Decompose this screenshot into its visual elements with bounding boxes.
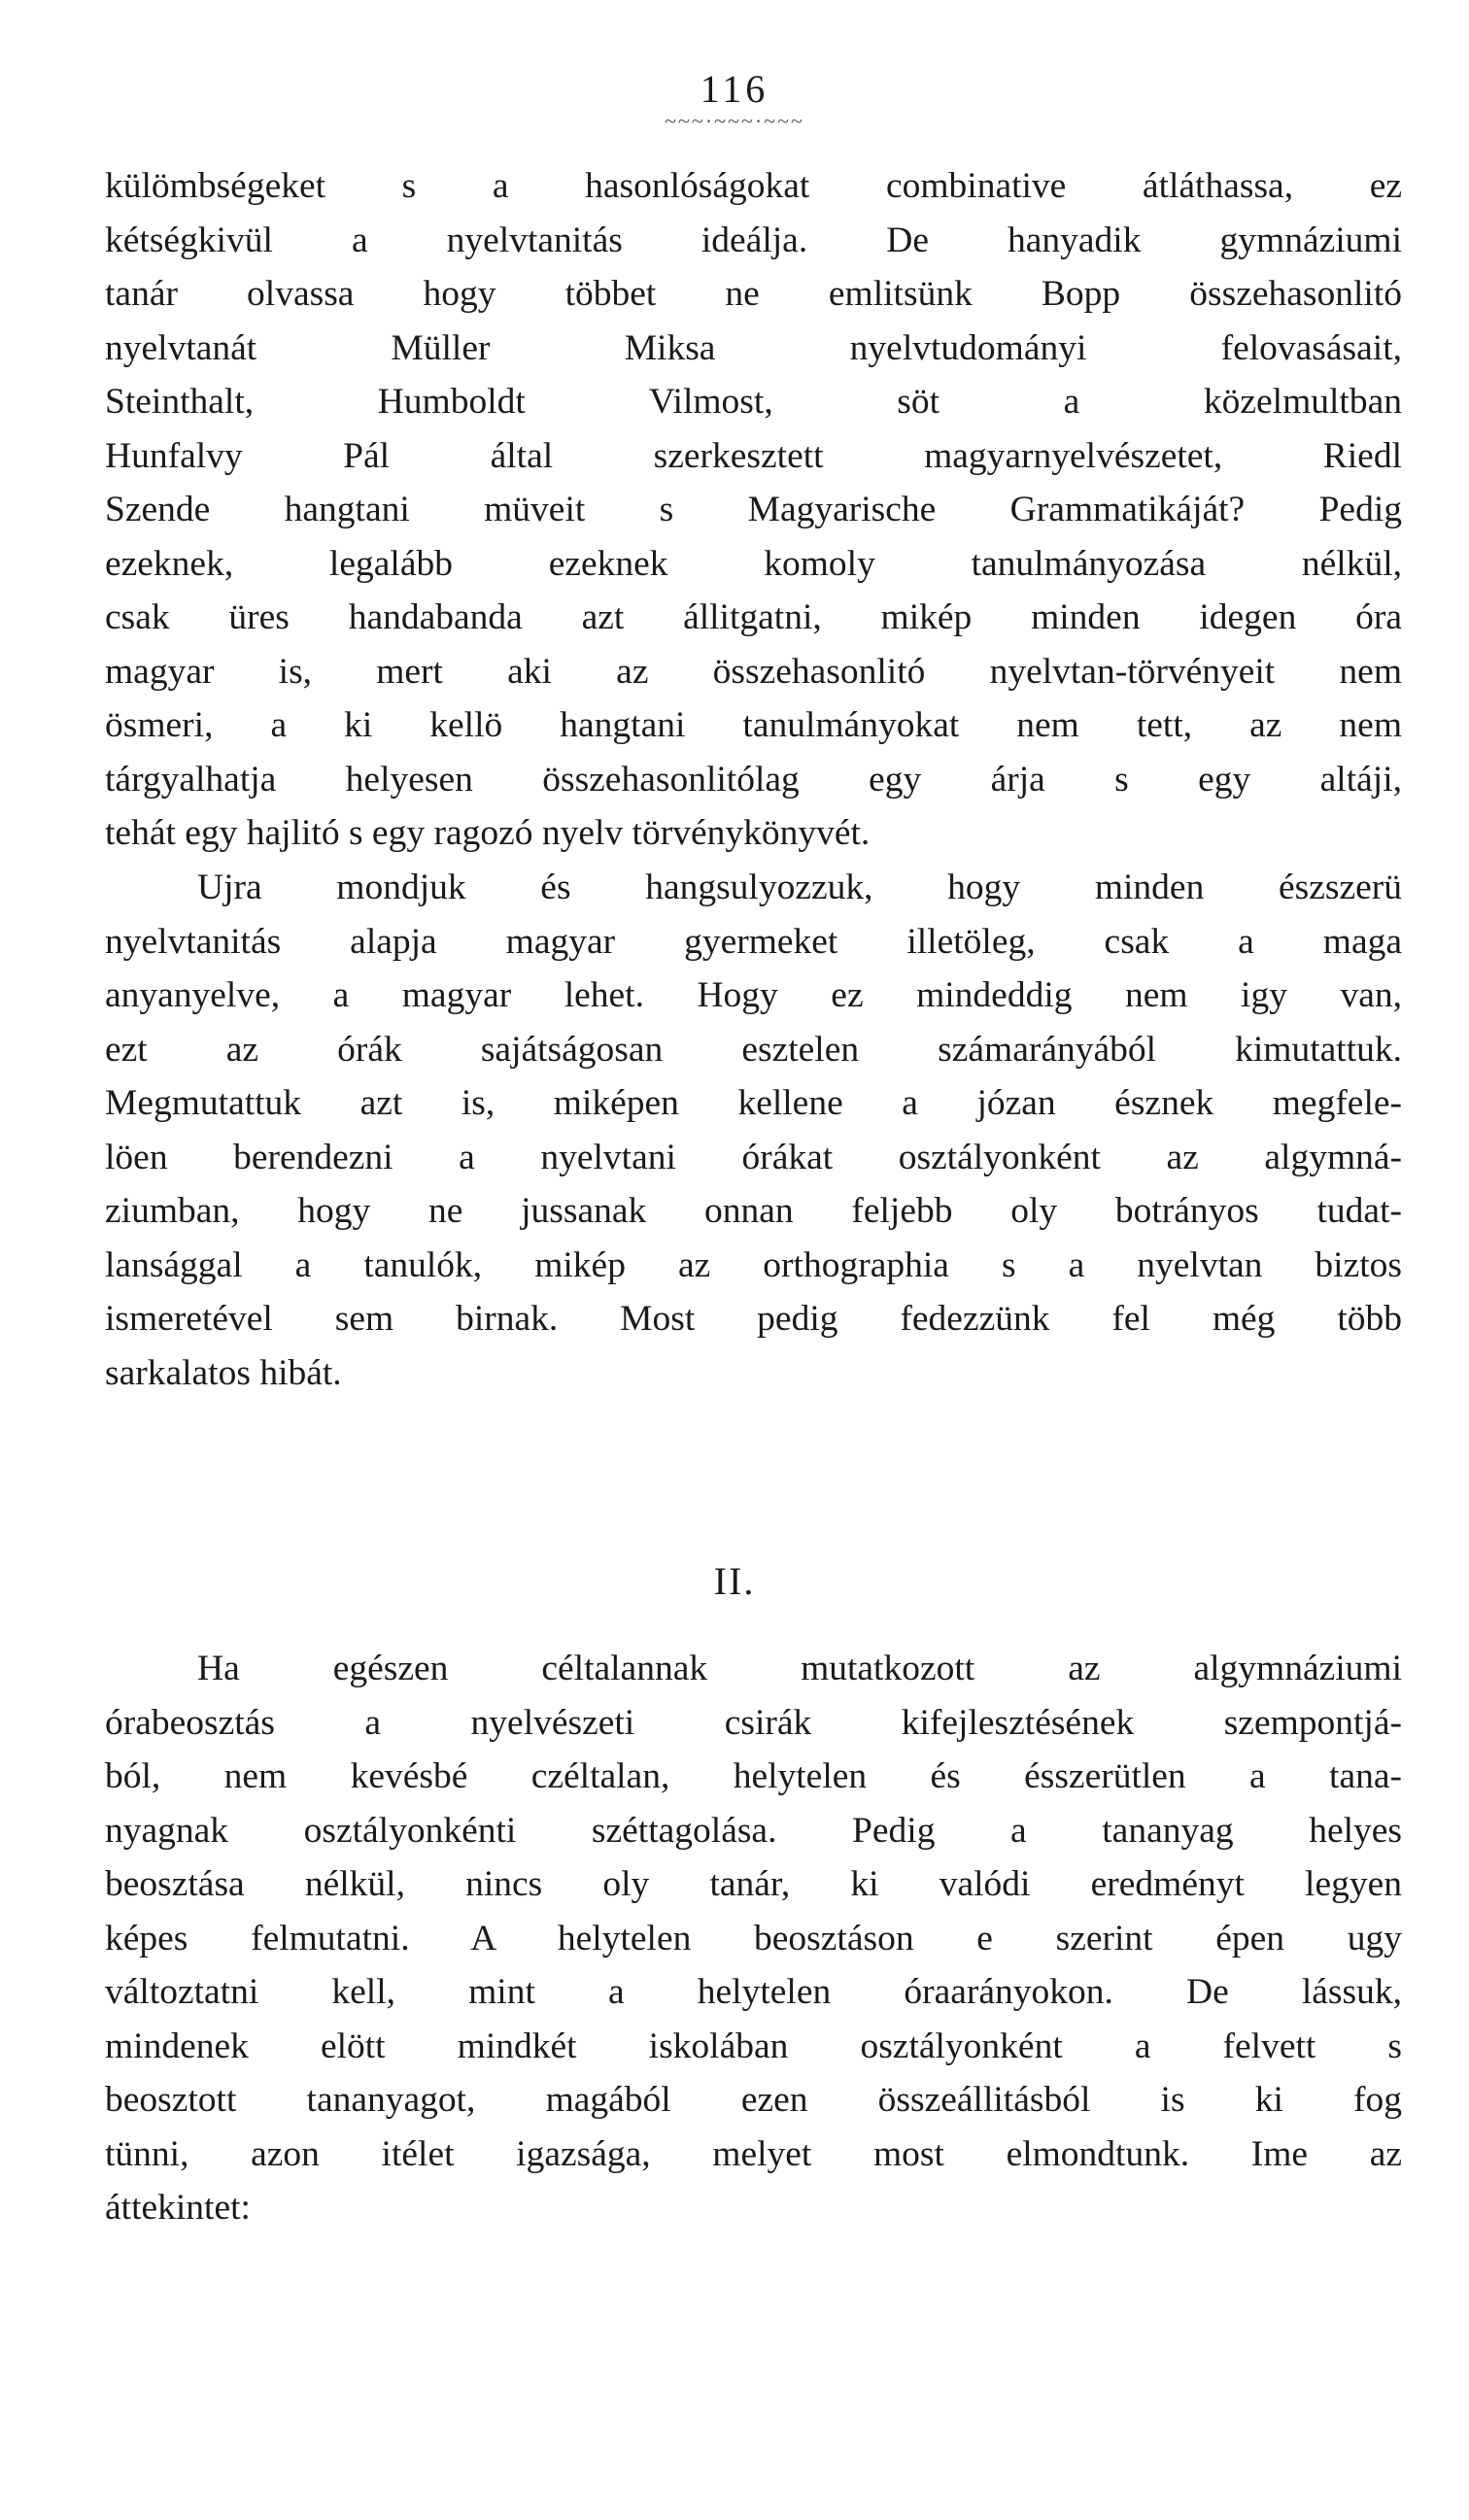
text-line: tárgyalhatja helyesen összehasonlitólag egy árja s egy altáji, bbox=[105, 759, 1402, 800]
text-line: áttekintet: bbox=[105, 2188, 251, 2228]
text-line: Ha egészen céltalannak mutatkozott az algymnáziumi bbox=[197, 1649, 1402, 1688]
text-line: Steinthalt, Humboldt Vilmost, söt a közelmultban bbox=[105, 382, 1402, 422]
text-line: magyar is, mert aki az összehasonlitó nyelvtan-törvényeit nem bbox=[105, 651, 1402, 692]
paragraph-3 bbox=[105, 1642, 1402, 2235]
text-line: órabeosztás a nyelvészeti csirák kifejlesztésének szempontjá- bbox=[105, 1702, 1402, 1743]
text-line: kétségkivül a nyelvtanitás ideálja. De hanyadik gymnáziumi bbox=[105, 220, 1402, 260]
text-line: tehát egy hajlitó s egy ragozó nyelv törvénykönyvét. bbox=[105, 813, 871, 853]
text-line: mindenek elött mindkét iskolában osztályonként a felvett s bbox=[105, 2026, 1402, 2066]
text-line: Hunfalvy Pál által szerkesztett magyarnyelvészetet, Riedl bbox=[105, 435, 1402, 476]
text-line: nyagnak osztályonkénti széttagolása. Pedig a tananyag helyes bbox=[105, 1810, 1402, 1851]
text-line: ösmeri, a ki kellö hangtani tanulmányokat nem tett, az nem bbox=[105, 705, 1402, 745]
text-line: beosztott tananyagot, magából ezen összeállitásból is ki fog bbox=[105, 2080, 1402, 2120]
text-line: ezeknek, legalább ezeknek komoly tanulmányozása nélkül, bbox=[105, 543, 1402, 584]
text-line: csak üres handabanda azt állitgatni, mikép minden idegen óra bbox=[105, 597, 1402, 637]
text-line: tünni, azon itélet igazsága, melyet most elmondtunk. Ime az bbox=[105, 2133, 1402, 2174]
text-line: ismeretével sem birnak. Most pedig fedezzünk fel még több bbox=[105, 1299, 1402, 1339]
text-line: löen berendezni a nyelvtani órákat osztályonként az algymná- bbox=[105, 1137, 1402, 1177]
text-line: beosztása nélkül, nincs oly tanár, ki valódi eredményt legyen bbox=[105, 1864, 1402, 1904]
text-line: sarkalatos hibát. bbox=[105, 1352, 342, 1393]
page-number: 116 bbox=[700, 67, 769, 111]
text-line: Megmutattuk azt is, miképen kellene a józan észnek megfele- bbox=[105, 1083, 1402, 1123]
text-line: anyanyelve, a magyar lehet. Hogy ez mindeddig nem igy van, bbox=[105, 975, 1402, 1015]
text-line: tanár olvassa hogy többet ne emlitsünk Bopp összehasonlitó bbox=[105, 274, 1402, 314]
text-line: lansággal a tanulók, mikép az orthographia s a nyelvtan biztos bbox=[105, 1244, 1402, 1285]
text-line: nyelvtanát Müller Miksa nyelvtudományi felovasásait, bbox=[105, 327, 1402, 368]
paragraph-2 bbox=[105, 861, 1402, 1400]
section-heading: II. bbox=[713, 1559, 756, 1603]
text-line: változtatni kell, mint a helytelen óraarányokon. De lássuk, bbox=[105, 1972, 1402, 2012]
text-line: képes felmutatni. A helytelen beosztáson e szerint épen ugy bbox=[105, 1918, 1402, 1958]
text-line: ból, nem kevésbé czéltalan, helytelen és ésszerütlen a tana- bbox=[105, 1756, 1402, 1796]
text-line: nyelvtanitás alapja magyar gyermeket illetöleg, csak a maga bbox=[105, 921, 1402, 962]
text-line: Ujra mondjuk és hangsulyozzuk, hogy minden észszerü bbox=[197, 868, 1402, 907]
paragraph-1 bbox=[105, 159, 1402, 861]
text-line: ezt az órák sajátságosan esztelen számarányából kimutattuk. bbox=[105, 1029, 1402, 1070]
text-line: Szende hangtani müveit s Magyarische Grammatikáját? Pedig bbox=[105, 490, 1402, 529]
text-line: külömbségeket s a hasonlóságokat combinative átláthassa, ez bbox=[105, 166, 1402, 206]
text-line: ziumban, hogy ne jussanak onnan feljebb oly botrányos tudat- bbox=[105, 1191, 1402, 1231]
page-ornament: ~~~·~~~·~~~ bbox=[665, 109, 804, 133]
